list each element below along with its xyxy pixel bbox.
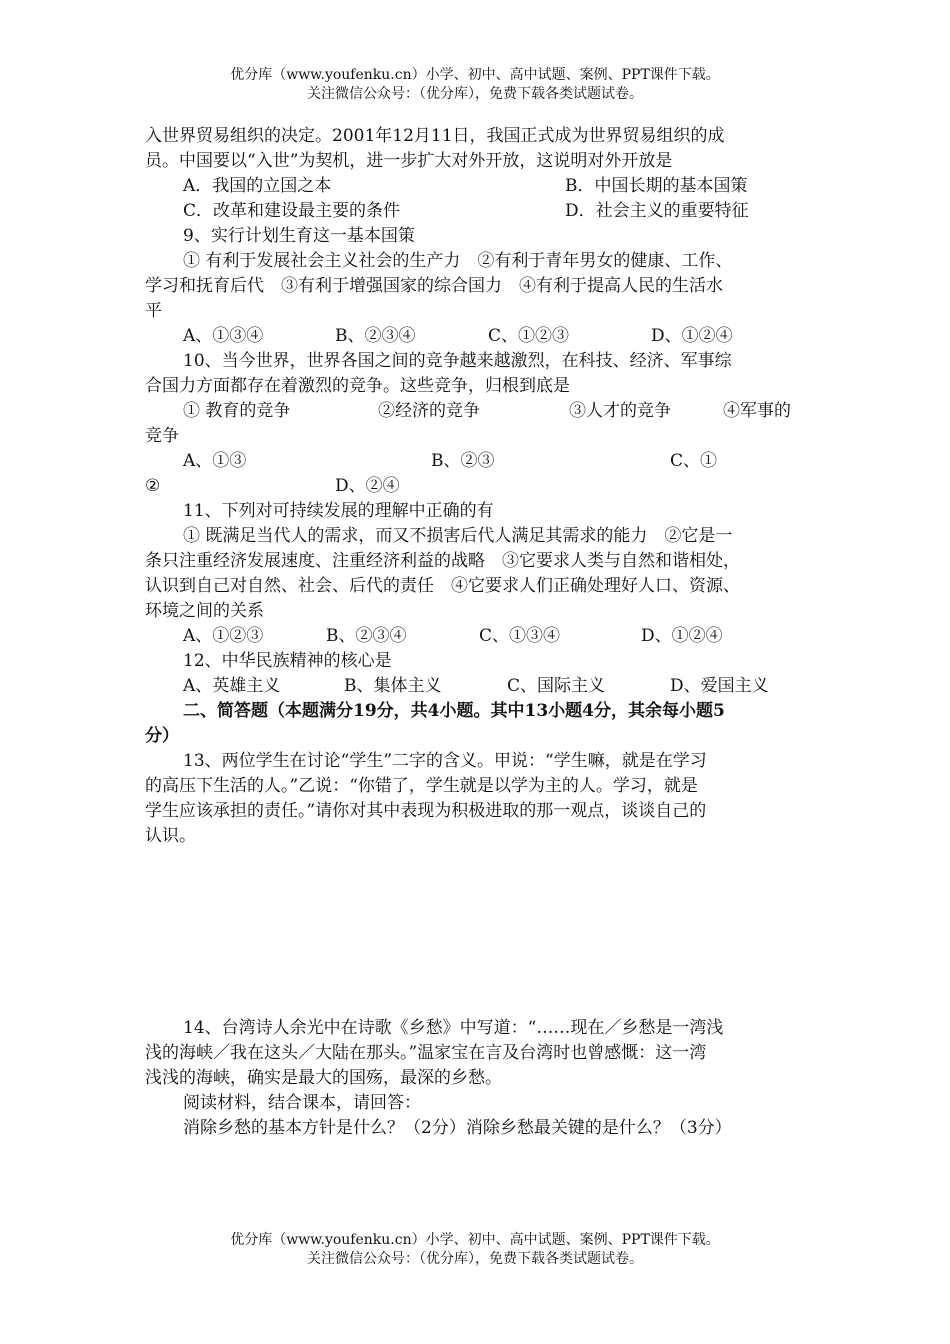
q9-option-c: C、①②③ <box>488 326 570 346</box>
q8-options-row-2 <box>145 199 805 224</box>
q10-statement-1: ① 教育的竞争 <box>183 401 291 421</box>
q12-option-c: C、国际主义 <box>507 676 606 696</box>
q9-stem: 9、实行计划生育这一基本国策 <box>183 226 415 246</box>
document-body <box>145 124 805 1141</box>
q11-option-b: B、②③④ <box>326 626 407 646</box>
q13-line-4: 认识。 <box>145 826 196 846</box>
q8-option-b: B．中国长期的基本国策 <box>565 176 748 196</box>
q10-statement-4: ④军事的 <box>723 401 791 421</box>
q13-line-2: 的高压下生活的人。”乙说：“你错了，学生就是以学为主的人。学习，就是 <box>145 776 698 796</box>
q10-option-b: B、②③ <box>431 451 495 471</box>
q8-line-1: 入世界贸易组织的决定。2001年12月11日，我国正式成为世界贸易组织的成 <box>145 126 725 146</box>
q8-option-d: D．社会主义的重要特征 <box>565 201 749 221</box>
q11-stem: 11、下列对可持续发展的理解中正确的有 <box>183 501 494 521</box>
q9-option-b: B、②③④ <box>335 326 416 346</box>
q11-option-c: C、①③④ <box>479 626 561 646</box>
q10-options-row-1 <box>145 449 805 474</box>
q10-option-c: C、① <box>670 451 718 471</box>
header-line-1: 优分库（www.youfenku.cn）小学、初中、高中试题、案例、PPT课件下载。 <box>230 67 720 83</box>
q8-line-2: 员。中国要以“入世”为契机，进一步扩大对外开放，这说明对外开放是 <box>145 151 673 171</box>
q14-line-2: 浅的海峡／我在这头／大陆在那头。”温家宝在言及台湾时也曾感慨：这一湾 <box>145 1043 707 1063</box>
q13-line-1: 13、两位学生在讨论“学生”二字的含义。甲说：“学生嘛，就是在学习 <box>183 751 707 771</box>
section-2-title: 二、简答题（本题满分19分，共4小题。其中13小题4分，其余每小题5 <box>183 701 725 721</box>
q8-option-a: A．我国的立国之本 <box>183 176 332 196</box>
q10-option-c-cont: ② <box>145 476 161 496</box>
q11-option-d: D、①②④ <box>641 626 723 646</box>
q10-statements-row <box>145 399 805 424</box>
q12-options-row <box>145 674 805 699</box>
q12-option-b: B、集体主义 <box>344 676 442 696</box>
q10-option-a: A、①③ <box>183 451 247 471</box>
header-line-2: 关注微信公众号：（优分库），免费下载各类试题试卷。 <box>307 86 643 102</box>
q12-stem: 12、中华民族精神的核心是 <box>183 651 392 671</box>
q10-statement-4-cont: 竞争 <box>145 426 179 446</box>
section-2-title-cont: 分） <box>145 726 179 746</box>
q14-line-1: 14、台湾诗人余光中在诗歌《乡愁》中写道：“……现在／乡愁是一湾浅 <box>183 1018 724 1038</box>
q11-statement-3: 认识到自己对自然、社会、后代的责任 ④它要求人们正确处理好人口、资源、 <box>145 576 740 596</box>
q12-option-d: D、爱国主义 <box>670 676 769 696</box>
q11-statement-4: 环境之间的关系 <box>145 601 264 621</box>
q11-statement-2: 条只注重经济发展速度、注重经济利益的战略 ③它要求人类与自然和谐相处， <box>145 551 740 571</box>
q10-options-row-2 <box>145 474 805 499</box>
q9-option-a: A、①③④ <box>183 326 264 346</box>
page-header <box>0 66 950 104</box>
q9-option-d: D、①②④ <box>651 326 733 346</box>
q11-option-a: A、①②③ <box>183 626 264 646</box>
q10-option-d: D、②④ <box>335 476 400 496</box>
q9-statement-2: 学习和抚育后代 ③有利于增强国家的综合国力 ④有利于提高人民的生活水 <box>145 276 723 296</box>
q11-options-row <box>145 624 805 649</box>
page-footer <box>0 1231 950 1269</box>
answer-space <box>145 849 805 1016</box>
q10-stem-2: 合国力方面都存在着激烈的竞争。这些竞争，归根到底是 <box>145 376 570 396</box>
footer-line-2: 关注微信公众号：（优分库），免费下载各类试题试卷。 <box>307 1251 643 1267</box>
q10-statement-2: ②经济的竞争 <box>378 401 480 421</box>
q9-statement-1: ① 有利于发展社会主义社会的生产力 ②有利于青年男女的健康、工作、 <box>183 251 733 271</box>
q14-line-3: 浅浅的海峡，确实是最大的国殇，最深的乡愁。 <box>145 1068 502 1088</box>
q13-line-3: 学生应该承担的责任。”请你对其中表现为积极进取的那一观点，谈谈自己的 <box>145 801 707 821</box>
q14-line-5: 消除乡愁的基本方针是什么？（2分）消除乡愁最关键的是什么？（3分） <box>183 1118 732 1138</box>
q10-stem-1: 10、当今世界，世界各国之间的竞争越来越激烈，在科技、经济、军事综 <box>183 351 732 371</box>
q11-statement-1: ① 既满足当代人的需求，而又不损害后代人满足其需求的能力 ②它是一 <box>183 526 733 546</box>
q10-statement-3: ③人才的竞争 <box>569 401 671 421</box>
q9-statement-3: 平 <box>145 301 162 321</box>
q9-options-row <box>145 324 805 349</box>
q8-option-c: C．改革和建设最主要的条件 <box>183 201 401 221</box>
q8-options-row-1 <box>145 174 805 199</box>
q12-option-a: A、英雄主义 <box>183 676 281 696</box>
q14-line-4: 阅读材料，结合课本，请回答： <box>183 1093 421 1113</box>
footer-line-1: 优分库（www.youfenku.cn）小学、初中、高中试题、案例、PPT课件下载。 <box>230 1232 720 1248</box>
